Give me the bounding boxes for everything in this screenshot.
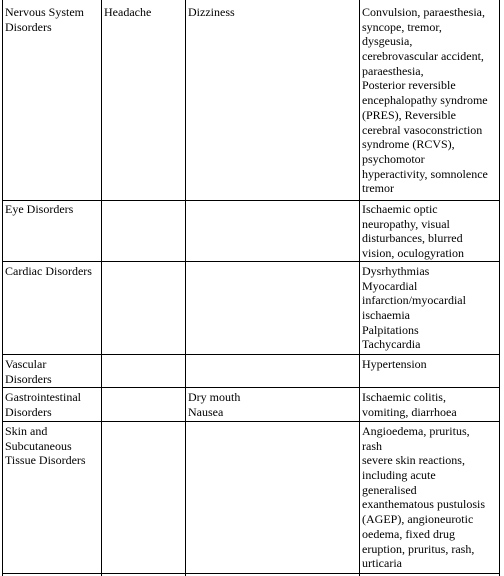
- cell-line: Disorders: [5, 19, 52, 34]
- cell-line: disturbances, blurred: [362, 231, 463, 246]
- cell-line: Gastrointestinal: [5, 390, 81, 404]
- row-nervous-system-col-3: [362, 5, 488, 196]
- cell-line: psychomotor: [362, 151, 425, 166]
- cell-line: cerebrovascular accident,: [362, 49, 484, 64]
- row-nervous-system-col-1: [104, 5, 151, 20]
- row-eye-soc: [5, 202, 73, 217]
- cell-line: Posterior reversible: [362, 78, 456, 93]
- row-eye-col-3: [362, 202, 464, 261]
- cell-line: rash: [362, 438, 382, 453]
- cell-line: infarction/myocardial: [362, 293, 466, 308]
- cell-line: Ischaemic optic: [362, 202, 438, 216]
- row-gastrointestinal-col-2: [188, 390, 240, 419]
- row-cardiac-soc: [5, 264, 92, 279]
- cell-line: Disorders: [5, 404, 52, 419]
- row-vascular-soc: [5, 357, 52, 386]
- cell-line: Dysrhythmias: [362, 264, 430, 278]
- cell-line: Cardiac Disorders: [5, 264, 92, 278]
- cell-line: Subcutaneous: [5, 438, 72, 453]
- row-skin-soc: [5, 424, 86, 468]
- cell-line: Nausea: [188, 404, 224, 419]
- cell-line: cerebral vasoconstriction: [362, 122, 483, 137]
- cell-line: Headache: [104, 5, 152, 19]
- cell-line: dysgeusia,: [362, 34, 413, 49]
- cell-line: severe skin reactions,: [362, 453, 465, 468]
- cell-line: paraesthesia,: [362, 63, 424, 78]
- cell-line: Dizziness: [188, 5, 235, 19]
- cell-line: Tachycardia: [362, 337, 421, 352]
- cell-line: hyperactivity, somnolence: [362, 166, 488, 181]
- row-vascular-col-3: [362, 357, 427, 372]
- row-skin-col-3: [362, 424, 485, 571]
- cell-line: urticaria: [362, 556, 402, 571]
- row-gastrointestinal-soc: [5, 390, 81, 419]
- cell-line: Hypertension: [362, 357, 427, 371]
- cell-line: encephalopathy syndrome: [362, 93, 488, 108]
- cell-line: Vascular: [5, 357, 47, 371]
- cell-line: exanthematous pustulosis: [362, 497, 485, 512]
- cell-line: vomiting, diarrhoea: [362, 404, 457, 419]
- cell-line: Disorders: [5, 371, 52, 386]
- cell-line: including acute: [362, 468, 436, 483]
- row-nervous-system-col-2: [188, 5, 235, 20]
- cell-line: Convulsion, paraesthesia,: [362, 5, 485, 19]
- cell-line: Skin and: [5, 424, 48, 438]
- cell-line: neuropathy, visual: [362, 216, 450, 231]
- cell-line: oedema, fixed drug: [362, 526, 455, 541]
- row-cardiac-col-3: [362, 264, 466, 352]
- cell-line: eruption, pruritus, rash,: [362, 541, 475, 556]
- cell-line: Myocardial: [362, 278, 418, 293]
- row-gastrointestinal-col-3: [362, 390, 457, 419]
- cell-line: tremor: [362, 181, 394, 196]
- cell-line: (AGEP), angioneurotic: [362, 512, 474, 527]
- cell-line: generalised: [362, 482, 417, 497]
- cell-line: syncope, tremor,: [362, 19, 442, 34]
- cell-line: Palpitations: [362, 322, 419, 337]
- cell-line: Nervous System: [5, 5, 84, 19]
- cell-line: (PRES), Reversible: [362, 107, 456, 122]
- cell-line: syndrome (RCVS),: [362, 137, 455, 152]
- cell-line: vision, oculogyration: [362, 246, 464, 261]
- cell-line: Ischaemic colitis,: [362, 390, 446, 404]
- cell-line: Eye Disorders: [5, 202, 74, 216]
- cell-line: Angioedema, pruritus,: [362, 424, 470, 438]
- cell-line: Tissue Disorders: [5, 453, 86, 468]
- cell-line: ischaemia: [362, 308, 410, 323]
- cell-line: Dry mouth: [188, 390, 241, 404]
- row-nervous-system-soc: [5, 5, 84, 34]
